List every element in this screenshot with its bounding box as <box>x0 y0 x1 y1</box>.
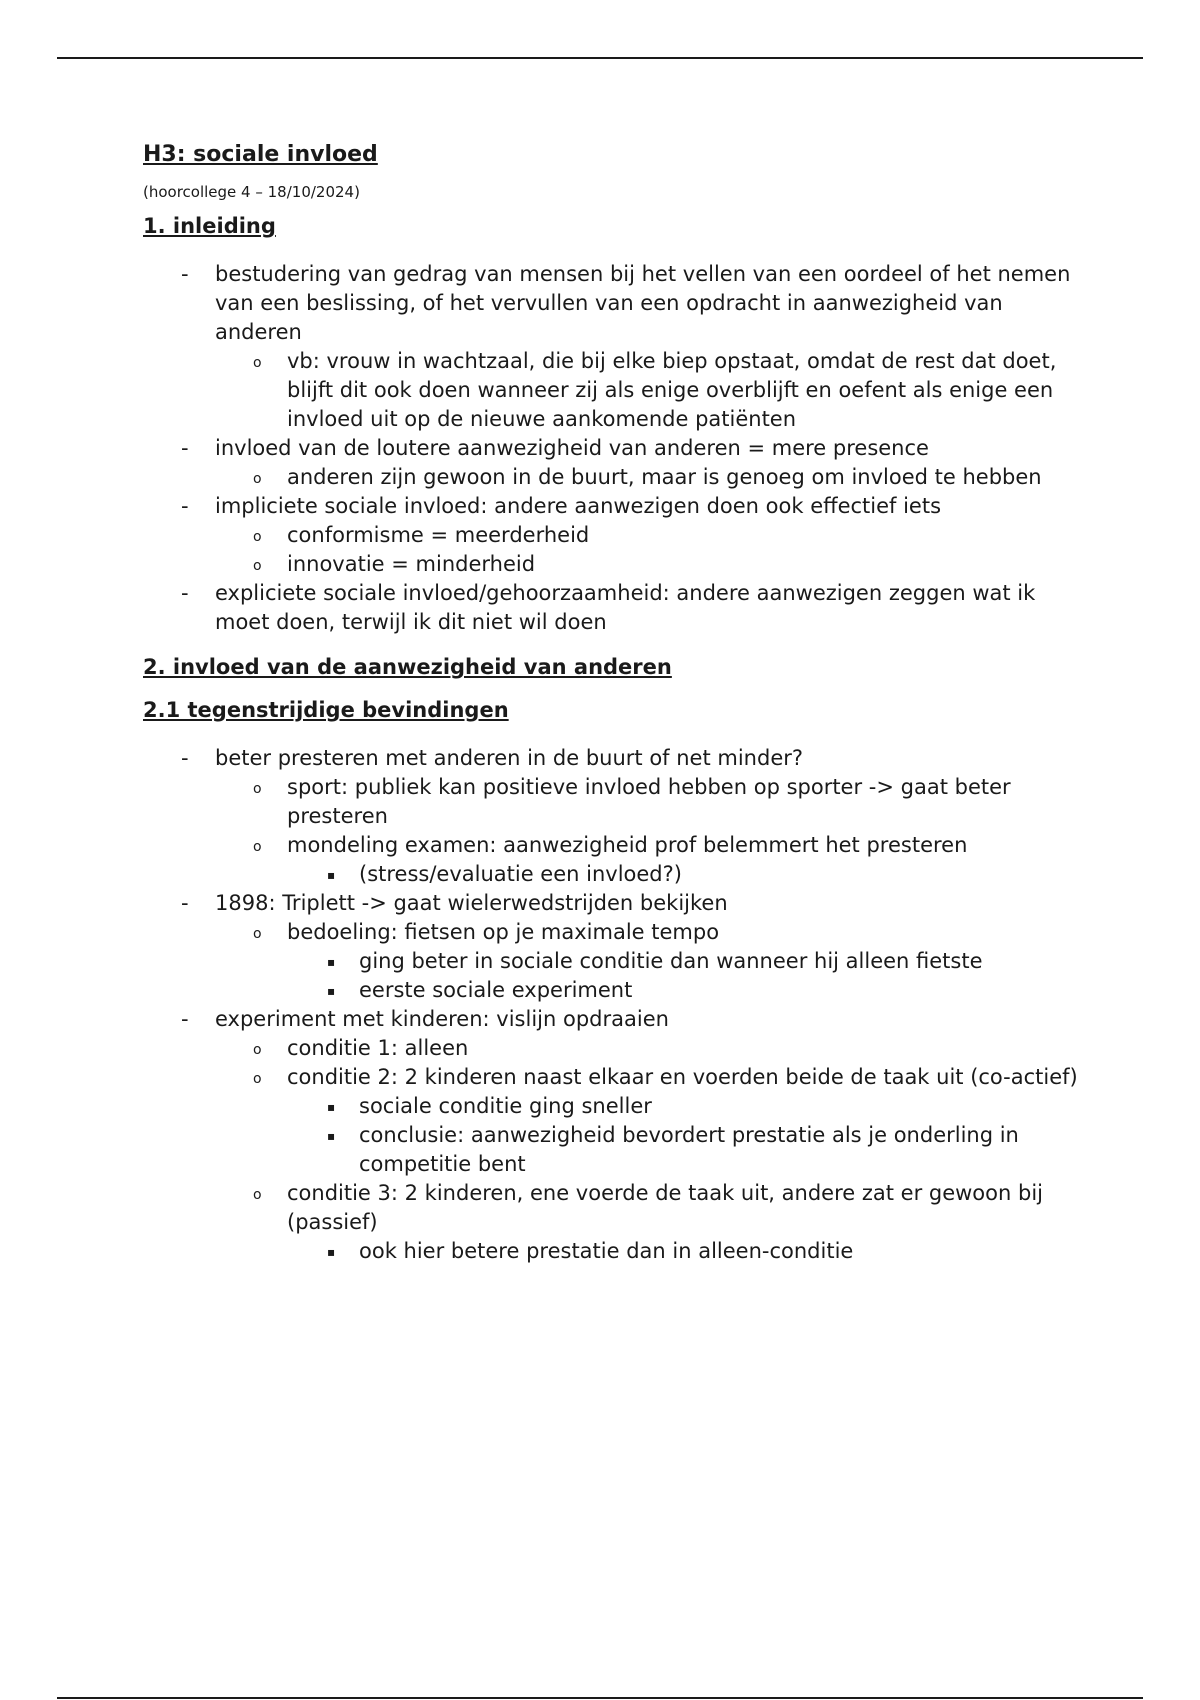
dash-bullet-icon: - <box>181 746 189 770</box>
bullet-list <box>143 744 1083 1266</box>
list-item-text: invloed van de loutere aanwezigheid van anderen = mere presence <box>215 436 929 460</box>
circle-bullet-icon: o <box>253 926 262 942</box>
list-item-text: (stress/evaluatie een invloed?) <box>359 862 682 886</box>
list-item <box>215 347 1083 434</box>
square-bullet-icon: ▪ <box>327 868 336 882</box>
sub-list <box>215 918 1083 1005</box>
circle-bullet-icon: o <box>253 529 262 545</box>
footer-rule <box>57 1697 1143 1699</box>
list-item-text: mondeling examen: aanwezigheid prof belemmert het presteren <box>287 833 968 857</box>
square-bullet-icon: ▪ <box>327 1245 336 1259</box>
sub-sub-list <box>287 1237 1083 1266</box>
dash-bullet-icon: - <box>181 891 189 915</box>
section-heading: 2. invloed van de aanwezigheid van anderen <box>143 655 672 679</box>
bullet-list <box>143 260 1083 637</box>
list-item <box>215 550 1083 579</box>
list-item-text: vb: vrouw in wachtzaal, die bij elke biep opstaat, omdat de rest dat doet, blijft dit ook doen wanneer zij als enige overblijft en oefent als enige een invloed uit op de nieuwe aankomende patiënten <box>287 349 1057 431</box>
document-title: H3: sociale invloed <box>143 142 378 167</box>
circle-bullet-icon: o <box>253 1187 262 1203</box>
circle-bullet-icon: o <box>253 558 262 574</box>
list-item-text: expliciete sociale invloed/gehoorzaamheid: andere aanwezigen zeggen wat ik moet doen, terwijl ik dit niet wil doen <box>215 581 1036 634</box>
list-item <box>287 860 1083 889</box>
list-item-text: eerste sociale experiment <box>359 978 633 1002</box>
list-item-text: anderen zijn gewoon in de buurt, maar is genoeg om invloed te hebben <box>287 465 1042 489</box>
list-item-text: sport: publiek kan positieve invloed hebben op sporter -> gaat beter presteren <box>287 775 1011 828</box>
list-item-text: conformisme = meerderheid <box>287 523 590 547</box>
circle-bullet-icon: o <box>253 1042 262 1058</box>
list-item-text: sociale conditie ging sneller <box>359 1094 652 1118</box>
sub-sub-list <box>287 860 1083 889</box>
list-item <box>215 1063 1083 1179</box>
square-bullet-icon: ▪ <box>327 984 336 998</box>
square-bullet-icon: ▪ <box>327 1100 336 1114</box>
document-body <box>143 140 1083 1266</box>
list-item <box>215 1034 1083 1063</box>
sub-list <box>215 521 1083 579</box>
circle-bullet-icon: o <box>253 471 262 487</box>
sub-list <box>215 463 1083 492</box>
list-item-text: ging beter in sociale conditie dan wanneer hij alleen fietste <box>359 949 983 973</box>
list-item <box>143 492 1083 579</box>
circle-bullet-icon: o <box>253 781 262 797</box>
dash-bullet-icon: - <box>181 494 189 518</box>
list-item-text: bestudering van gedrag van mensen bij het vellen van een oordeel of het nemen van een beslissing, of het vervullen van een opdracht in aanwezigheid van anderen <box>215 262 1071 344</box>
list-item-text: conditie 2: 2 kinderen naast elkaar en voerden beide de taak uit (co-actief) <box>287 1065 1078 1089</box>
list-item-text: conclusie: aanwezigheid bevordert prestatie als je onderling in competitie bent <box>359 1123 1019 1176</box>
header-rule <box>57 57 1143 59</box>
list-item <box>287 947 1083 976</box>
list-item-text: ook hier betere prestatie dan in alleen-conditie <box>359 1239 854 1263</box>
list-item-text: experiment met kinderen: vislijn opdraaien <box>215 1007 669 1031</box>
list-item <box>287 1237 1083 1266</box>
list-item <box>215 463 1083 492</box>
list-item <box>287 1092 1083 1121</box>
square-bullet-icon: ▪ <box>327 1129 336 1143</box>
list-item <box>215 1179 1083 1266</box>
circle-bullet-icon: o <box>253 355 262 371</box>
section-heading: 1. inleiding <box>143 214 276 238</box>
list-item <box>287 1121 1083 1179</box>
list-item-text: bedoeling: fietsen op je maximale tempo <box>287 920 720 944</box>
circle-bullet-icon: o <box>253 1071 262 1087</box>
sub-list <box>215 347 1083 434</box>
sub-sub-list <box>287 947 1083 1005</box>
list-item-text: innovatie = minderheid <box>287 552 536 576</box>
list-item <box>143 260 1083 434</box>
list-item <box>143 1005 1083 1266</box>
list-item <box>215 773 1083 831</box>
square-bullet-icon: ▪ <box>327 955 336 969</box>
list-item <box>143 434 1083 492</box>
dash-bullet-icon: - <box>181 581 189 605</box>
circle-bullet-icon: o <box>253 839 262 855</box>
list-item-text: conditie 3: 2 kinderen, ene voerde de taak uit, andere zat er gewoon bij (passief) <box>287 1181 1043 1234</box>
document-subtitle: (hoorcollege 4 – 18/10/2024) <box>143 183 360 201</box>
list-item <box>143 889 1083 1005</box>
list-item <box>287 976 1083 1005</box>
list-item-text: impliciete sociale invloed: andere aanwezigen doen ook effectief iets <box>215 494 942 518</box>
list-item-text: conditie 1: alleen <box>287 1036 469 1060</box>
dash-bullet-icon: - <box>181 436 189 460</box>
list-item <box>215 521 1083 550</box>
sub-sub-list <box>287 1092 1083 1179</box>
list-item-text: 1898: Triplett -> gaat wielerwedstrijden bekijken <box>215 891 728 915</box>
list-item <box>215 918 1083 1005</box>
list-item <box>143 744 1083 889</box>
list-item <box>215 831 1083 889</box>
section-heading: 2.1 tegenstrijdige bevindingen <box>143 698 509 722</box>
sub-list <box>215 773 1083 889</box>
dash-bullet-icon: - <box>181 262 189 286</box>
sub-list <box>215 1034 1083 1266</box>
dash-bullet-icon: - <box>181 1007 189 1031</box>
list-item <box>143 579 1083 637</box>
list-item-text: beter presteren met anderen in de buurt of net minder? <box>215 746 804 770</box>
